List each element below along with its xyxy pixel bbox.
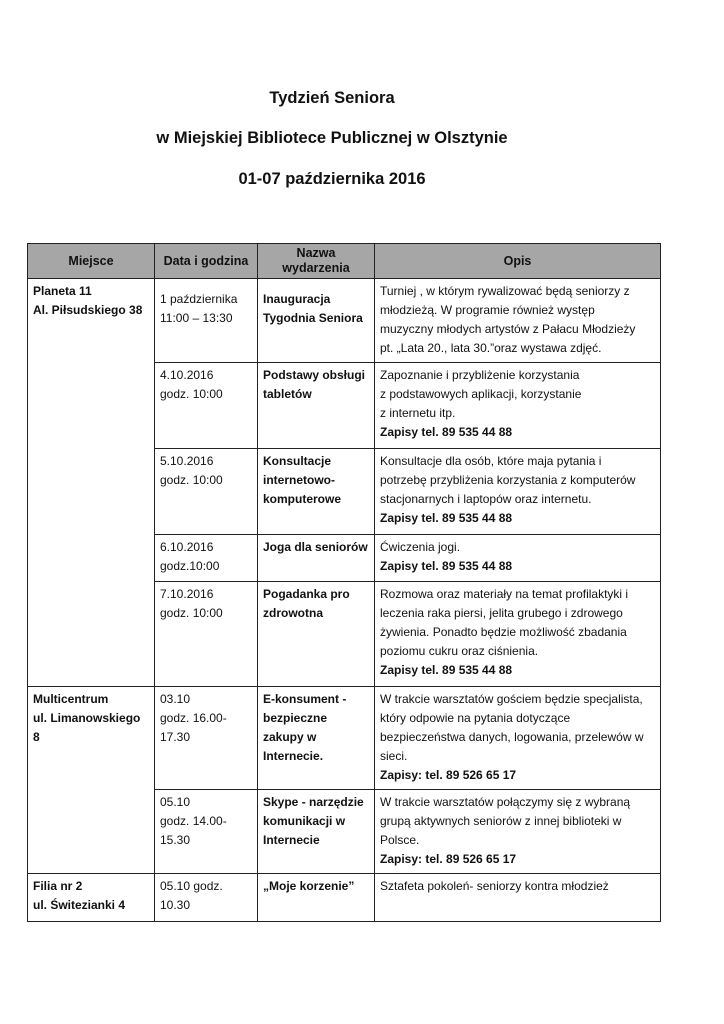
- signup-phone: Zapisy tel. 89 535 44 88: [380, 511, 513, 525]
- date-cell: 05.10 godz. 14.00- 15.30: [155, 790, 258, 874]
- date-cell: 7.10.2016 godz. 10:00: [155, 582, 258, 687]
- column-header-date: Data i godzina: [155, 244, 258, 279]
- event-name-cell: Konsultacje internetowo- komputerowe: [258, 449, 375, 535]
- description-cell: Ćwiczenia jogi. Zapisy tel. 89 535 44 88: [375, 535, 661, 582]
- description-cell: Turniej , w którym rywalizować będą seniorzy z młodzieżą. W programie również występ muzyczny młodych artystów z Pałacu Młodzieży pt. „Lata 20., lata 30.”oraz wystawa zdjęć.: [375, 279, 661, 363]
- place-name: Filia nr 2: [33, 879, 83, 893]
- signup-phone: Zapisy tel. 89 535 44 88: [380, 559, 513, 573]
- date-cell: 5.10.2016 godz. 10:00: [155, 449, 258, 535]
- event-name-cell: E-konsument - bezpieczne zakupy w Internecie.: [258, 687, 375, 790]
- date-cell: 1 października 11:00 – 13:30: [155, 279, 258, 363]
- description-cell: W trakcie warsztatów połączymy się z wybraną grupą aktywnych seniorów z innej biblioteki w Polsce. Zapisy: tel. 89 526 65 17: [375, 790, 661, 874]
- column-header-event: Nazwa wydarzenia: [258, 244, 375, 279]
- event-name-cell: Joga dla seniorów: [258, 535, 375, 582]
- place-address: ul. Limanowskiego 8: [33, 711, 141, 744]
- signup-phone: Zapisy: tel. 89 526 65 17: [380, 768, 517, 782]
- event-name-cell: Skype - narzędzie komunikacji w Internecie: [258, 790, 375, 874]
- event-name-cell: Podstawy obsługi tabletów: [258, 363, 375, 449]
- place-cell: [28, 279, 155, 687]
- description-cell: W trakcie warsztatów gościem będzie specjalista, który odpowie na pytania dotyczące bezpieczeństwa danych, logowania, przelewów w sieci. Zapisy: tel. 89 526 65 17: [375, 687, 661, 790]
- signup-phone: Zapisy: tel. 89 526 65 17: [380, 852, 517, 866]
- date-cell: 6.10.2016 godz.10:00: [155, 535, 258, 582]
- date-cell: 05.10 godz. 10.30: [155, 874, 258, 922]
- schedule-table: [27, 243, 661, 922]
- table-header-row: [28, 244, 661, 279]
- signup-phone: Zapisy tel. 89 535 44 88: [380, 425, 513, 439]
- date-cell: 03.10 godz. 16.00- 17.30: [155, 687, 258, 790]
- signup-phone: Zapisy tel. 89 535 44 88: [380, 663, 513, 677]
- column-header-description: Opis: [375, 244, 661, 279]
- place-address: ul. Świtezianki 4: [33, 898, 126, 912]
- place-name: Planeta 11: [33, 284, 92, 298]
- place-name: Multicentrum: [33, 692, 109, 706]
- column-header-place: Miejsce: [28, 244, 155, 279]
- event-name-cell: „Moje korzenie”: [258, 874, 375, 922]
- table-row: [28, 279, 661, 363]
- date-cell: 4.10.2016 godz. 10:00: [155, 363, 258, 449]
- table-row: [28, 874, 661, 922]
- place-address: Al. Piłsudskiego 38: [33, 303, 143, 317]
- document-subtitle: w Miejskiej Bibliotece Publicznej w Olsztynie: [156, 129, 508, 147]
- event-name-cell: Inauguracja Tygodnia Seniora: [258, 279, 375, 363]
- document-dates: 01-07 października 2016: [238, 170, 426, 188]
- description-cell: Rozmowa oraz materiały na temat profilaktyki i leczenia raka piersi, jelita grubego i zdrowego żywienia. Ponadto będzie możliwość zbadania poziomu cukru oraz ciśnienia. Zapisy tel. 89 535 44 88: [375, 582, 661, 687]
- table-row: [28, 687, 661, 790]
- document-title: Tydzień Seniora: [269, 89, 395, 107]
- description-cell: Zapoznanie i przybliżenie korzystania z podstawowych aplikacji, korzystanie z internetu itp. Zapisy tel. 89 535 44 88: [375, 363, 661, 449]
- description-cell: Sztafeta pokoleń- seniorzy kontra młodzież: [375, 874, 661, 922]
- place-cell: [28, 687, 155, 874]
- description-cell: Konsultacje dla osób, które maja pytania i potrzebę przybliżenia korzystania z komputerów stacjonarnych i laptopów oraz internetu. Zapisy tel. 89 535 44 88: [375, 449, 661, 535]
- place-cell: [28, 874, 155, 922]
- event-name-cell: Pogadanka pro zdrowotna: [258, 582, 375, 687]
